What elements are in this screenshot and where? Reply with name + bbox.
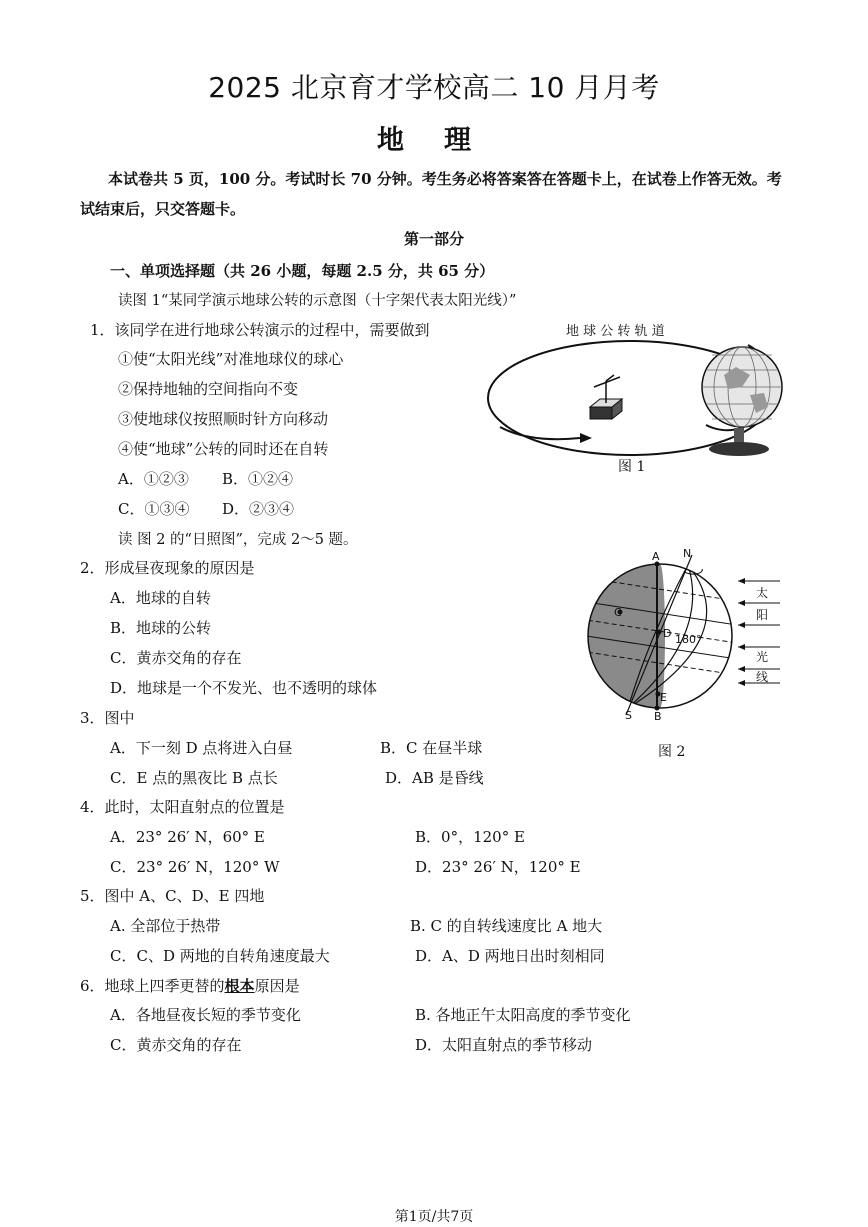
- globe-icon: [702, 345, 782, 456]
- q3-option-d: D．AB 是昏线: [385, 769, 484, 787]
- exam-title: 2025 北京育才学校高二 10 月月考: [208, 71, 660, 104]
- q1-stem: 1．该同学在进行地球公转演示的过程中，需要做到: [90, 321, 430, 339]
- q5-option-a: A. 全部位于热带: [110, 917, 221, 935]
- read-figure2-intro: 读 图 2 的“日照图”，完成 2～5 题。: [118, 532, 358, 548]
- longitude-180-label: 180°: [675, 633, 702, 646]
- q4-option-a: A．23° 26′ N，60° E: [110, 828, 265, 846]
- figure-2-sunlight-diagram: [580, 543, 790, 733]
- q4-option-b: B．0°，120° E: [415, 828, 525, 846]
- sunlight-char-4: 线: [756, 670, 769, 684]
- q6-option-d: D．太阳直射点的季节移动: [415, 1036, 593, 1054]
- point-e-label: E: [660, 691, 667, 704]
- q6-option-b: B. 各地正午太阳高度的季节变化: [415, 1006, 631, 1024]
- q2-option-c: C．黄赤交角的存在: [110, 649, 242, 667]
- sunlight-cross-stand: [590, 375, 622, 419]
- q6-stem-emphasis: 根本: [224, 977, 255, 995]
- q2-option-d: D．地球是一个不发光、也不透明的球体: [110, 679, 378, 697]
- q2-option-b: B．地球的公转: [110, 619, 212, 637]
- q6-stem-pre: 6．地球上四季更替的: [80, 977, 225, 995]
- point-d-label: D: [663, 627, 672, 640]
- q1-option-a: A．①②③: [118, 470, 189, 488]
- q4-option-c: C．23° 26′ N，120° W: [110, 858, 280, 876]
- q1-option-c: C．①③④: [118, 500, 190, 518]
- page-number: 第1页/共7页: [394, 1209, 474, 1225]
- q4-option-d: D．23° 26′ N，120° E: [415, 858, 581, 876]
- point-a-label: A: [652, 550, 660, 563]
- q6-stem: [80, 975, 300, 996]
- section-heading: 一、单项选择题（共 26 小题，每题 2.5 分，共 65 分）: [110, 262, 495, 280]
- q4-stem: 4．此时，太阳直射点的位置是: [80, 798, 285, 816]
- q1-option-b: B．①②④: [222, 470, 294, 488]
- exam-instructions: 本试卷共 5 页，100 分。考试时长 70 分钟。考生务必将答案答在答题卡上，在试卷上作答无效。考试结束后，只交答题卡。: [80, 170, 782, 218]
- south-pole-label: S: [625, 709, 632, 722]
- point-c-label: C: [614, 606, 622, 619]
- figure-1-caption: 图 1: [618, 459, 646, 475]
- q2-option-a: A．地球的自转: [110, 589, 211, 607]
- sunlight-char-3: 光: [756, 650, 769, 664]
- q5-option-c: C．C、D 两地的自转角速度最大: [110, 947, 330, 965]
- q3-option-c: C．E 点的黑夜比 B 点长: [110, 769, 278, 787]
- q5-option-d: D．A、D 两地日出时刻相同: [415, 947, 605, 965]
- q1-statement-3: ③使地球仪按照顺时针方向移动: [118, 410, 329, 428]
- orbit-label: 地 球 公 转 轨 道: [566, 324, 665, 339]
- q6-option-c: C．黄赤交角的存在: [110, 1036, 242, 1054]
- q3-option-a: A．下一刻 D 点将进入白昼: [110, 739, 293, 757]
- part-heading: 第一部分: [403, 230, 464, 248]
- sunlight-char-1: 太: [756, 586, 769, 600]
- north-pole-label: N: [683, 547, 692, 560]
- q3-option-b: B．C 在昼半球: [380, 739, 483, 757]
- q1-statement-4: ④使“地球”公转的同时还在自转: [118, 440, 329, 458]
- arrow-head-icon: [580, 433, 592, 443]
- figure-1-orbit-diagram: [480, 315, 790, 465]
- q2-stem: 2．形成昼夜现象的原因是: [80, 559, 255, 577]
- subject-title: 地理: [377, 125, 511, 156]
- q6-option-a: A．各地昼夜长短的季节变化: [110, 1006, 301, 1024]
- figure-2-caption: 图 2: [658, 744, 686, 760]
- q1-statement-1: ①使“太阳光线”对准地球仪的球心: [118, 350, 344, 368]
- q5-option-b: B. C 的自转线速度比 A 地大: [410, 917, 603, 935]
- q6-stem-post: 原因是: [254, 977, 300, 995]
- q1-statement-2: ②保持地轴的空间指向不变: [118, 380, 299, 398]
- read-figure1-intro: 读图 1“某同学演示地球公转的示意图（十字架代表太阳光线）”: [118, 293, 517, 309]
- sunlight-char-2: 阳: [756, 608, 769, 622]
- q3-stem: 3．图中: [80, 709, 135, 727]
- q1-option-d: D．②③④: [222, 500, 295, 518]
- q5-stem: 5．图中 A、C、D、E 四地: [80, 887, 265, 905]
- point-b-label: B: [654, 710, 662, 723]
